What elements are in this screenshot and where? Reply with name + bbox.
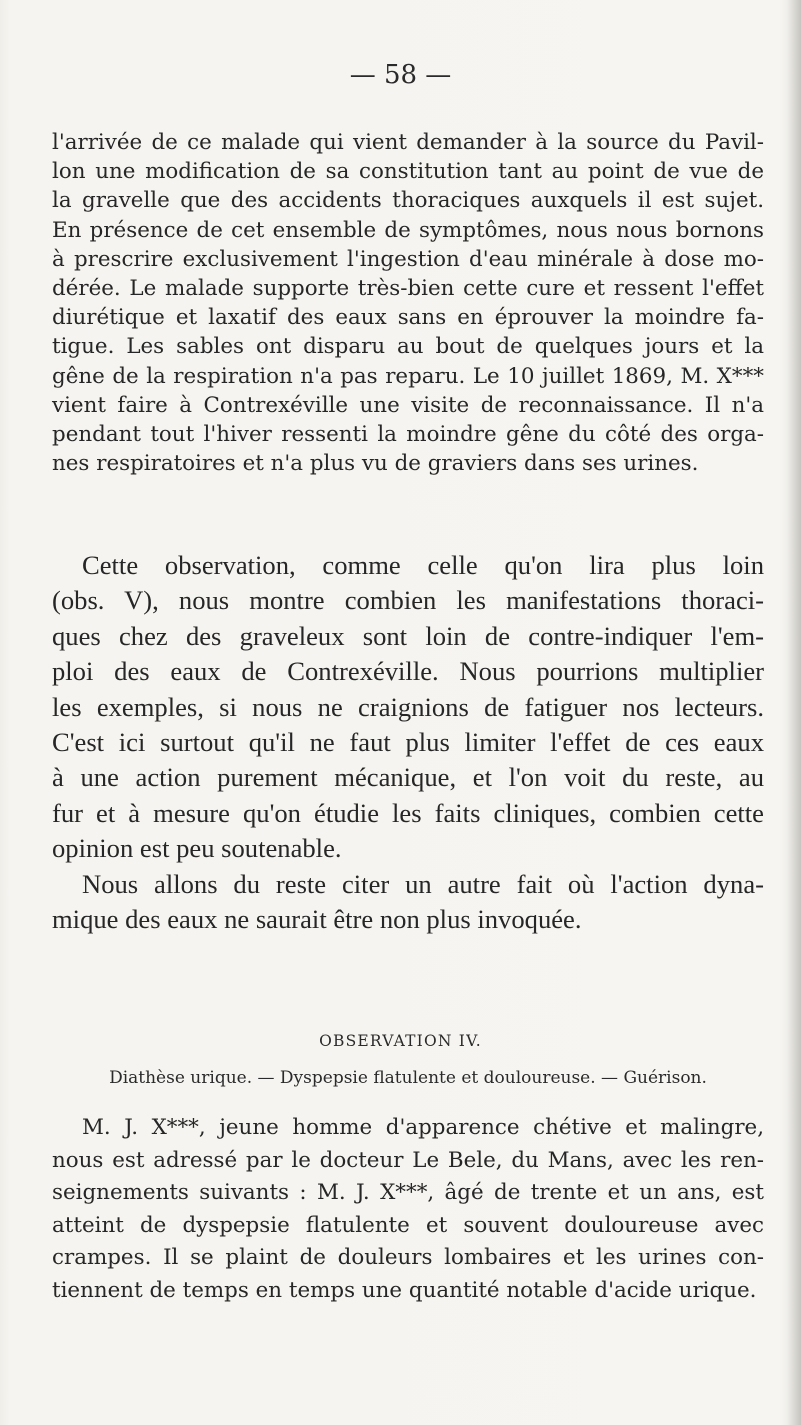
text-line: M. J. X***, jeune homme d'apparence chétive et malingre, [82,1115,764,1140]
text-line: (obs. V), nous montre combien les manifestations thoraci- [52,585,764,616]
text-line: crampes. Il se plaint de douleurs lombaires et les urines con- [52,1245,764,1271]
text-line: C'est ici surtout qu'il ne faut plus limiter l'effet de ces eaux [52,727,764,758]
text-line: opinion est peu soutenable. [52,833,342,864]
text-line: Cette observation, comme celle qu'on lira plus loin [82,550,764,580]
text-line: tigue. Les sables ont disparu au bout de quelques jours et la [52,334,764,360]
text-line: nes respiratoires et n'a plus vu de graviers dans ses urines. [52,451,699,477]
text-line: gêne de la respiration n'a pas reparu. Le 10 juillet 1869, M. X*** [52,363,764,389]
text-line: lon une modification de sa constitution tant au point de vue de [52,159,764,185]
observation-title: OBSERVATION IV. [319,1032,482,1050]
paragraph-observation [52,1112,764,1308]
text-line: ploi des eaux de Contrexéville. Nous pourrions multiplier [52,656,764,687]
text-line: mique des eaux ne saurait être non plus invoquée. [52,904,582,935]
text-line: En présence de cet ensemble de symptômes, nous nous bornons [52,217,764,243]
observation-subtitle: Diathèse urique. — Dyspepsie flatulente et douloureuse. — Guérison. [109,1068,707,1088]
text-line: les exemples, si nous ne craignions de fatiguer nos lecteurs. [52,691,764,722]
text-line: ques chez des graveleux sont loin de contre-indiquer l'em- [52,620,764,651]
text-line: dérée. Le malade supporte très-bien cette cure et ressent l'effet [52,276,764,302]
text-line: fur et à mesure qu'on étudie les faits cliniques, combien cette [52,797,764,828]
paragraph-commentary [52,548,764,937]
text-line: vient faire à Contrexéville une visite de reconnaissance. Il n'a [52,392,764,418]
text-line: atteint de dyspepsie flatulente et souvent douloureuse avec [52,1212,764,1238]
text-line: tiennent de temps en temps une quantité notable d'acide urique. [52,1277,757,1303]
text-line: à une action purement mécanique, et l'on voit du reste, au [52,762,764,793]
text-line: la gravelle que des accidents thoraciques auxquels il est sujet. [52,188,764,214]
text-line: à prescrire exclusivement l'ingestion d'eau minérale à dose mo- [52,246,764,272]
text-line: seignements suivants : M. J. X***, âgé de trente et un ans, est [52,1180,764,1206]
text-line: pendant tout l'hiver ressenti la moindre gêne du côté des orga- [52,422,764,448]
page-number: — 58 — [349,60,452,90]
text-line: diurétique et laxatif des eaux sans en éprouver la moindre fa- [52,305,764,331]
page-edge-shadow [787,0,801,1425]
text-line: Nous allons du reste citer un autre fait où l'action dyna- [82,868,764,899]
paragraph-continuation [52,128,764,478]
text-line: nous est adressé par le docteur Le Bele, du Mans, avec les ren- [52,1147,764,1173]
text-line: l'arrivée de ce malade qui vient demander à la source du Pavil- [52,130,764,155]
